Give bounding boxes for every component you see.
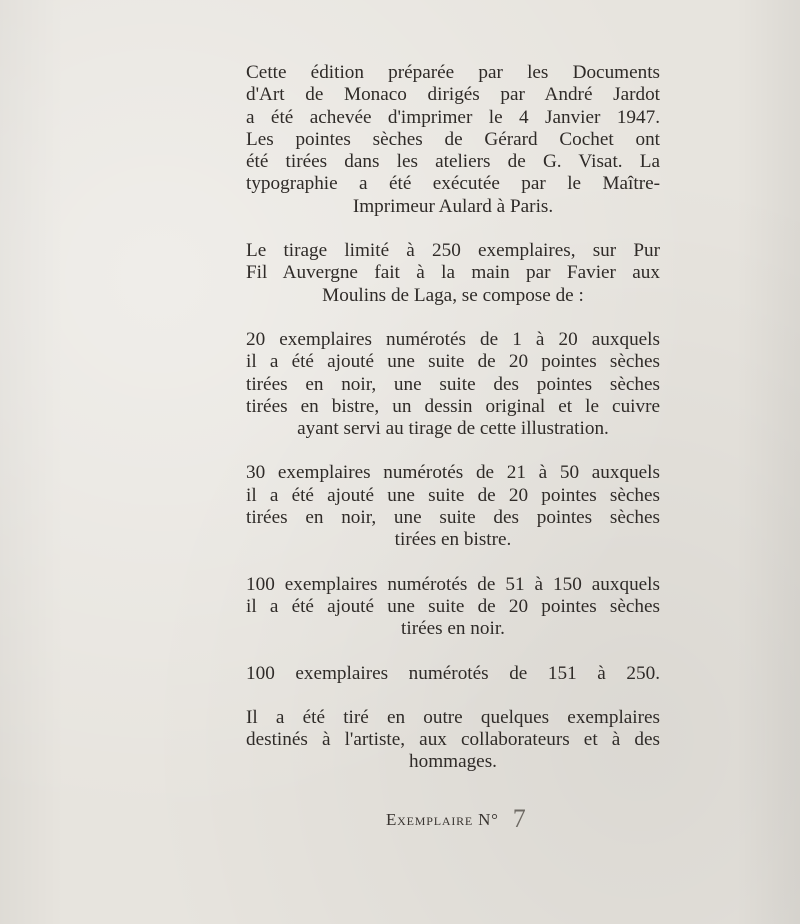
text-line: 20 exemplaires numérotés de 1 à 20 auxquels (246, 328, 660, 350)
colophon (246, 62, 660, 796)
text-line: tirées en noir. (401, 618, 505, 640)
paragraph-tirage (246, 240, 660, 307)
exemplaire-number (386, 804, 527, 833)
text-line: Les pointes sèches de Gérard Cochet ont (246, 128, 660, 150)
exemplaire-label: Exemplaire N° (386, 810, 499, 829)
paragraph-151-250 (246, 663, 660, 685)
exemplaire-value: 7 (512, 804, 527, 833)
text-line: destinés à l'artiste, aux collaborateurs et à des (246, 729, 660, 751)
text-line: tirées en noir, une suite des pointes sèches (246, 507, 660, 529)
text-line: Moulins de Laga, se compose de : (322, 284, 584, 306)
paragraph-hommages (246, 707, 660, 774)
paragraph-30-exemplaires (246, 462, 660, 551)
text-line: il a été ajouté une suite de 20 pointes sèches (246, 484, 660, 506)
text-line: tirées en bistre, un dessin original et le cuivre (246, 395, 660, 417)
text-line: été tirées dans les ateliers de G. Visat. La (246, 151, 660, 173)
text-line: hommages. (409, 751, 497, 773)
text-line: ayant servi au tirage de cette illustration. (297, 418, 609, 440)
text-line: 30 exemplaires numérotés de 21 à 50 auxquels (246, 462, 660, 484)
text-line: il a été ajouté une suite de 20 pointes sèches (246, 595, 660, 617)
text-line: Imprimeur Aulard à Paris. (352, 195, 554, 217)
paragraph-edition (246, 62, 660, 218)
text-line: Fil Auvergne fait à la main par Favier aux (246, 262, 660, 284)
text-line: Cette édition préparée par les Documents (246, 62, 660, 83)
text-line: il a été ajouté une suite de 20 pointes sèches (246, 351, 660, 373)
text-line: 100 exemplaires numérotés de 51 à 150 auxquels (246, 573, 660, 595)
text-line: a été achevée d'imprimer le 4 Janvier 1947. (246, 106, 660, 128)
text-line: d'Art de Monaco dirigés par André Jardot (246, 84, 660, 106)
text-line: 100 exemplaires numérotés de 151 à 250. (246, 662, 660, 684)
text-line: typographie a été exécutée par le Maître- (246, 173, 660, 195)
paragraph-20-exemplaires (246, 329, 660, 440)
text-line: Le tirage limité à 250 exemplaires, sur Pur (246, 240, 660, 262)
text-line: tirées en noir, une suite des pointes sèches (246, 373, 660, 395)
paragraph-100-exemplaires (246, 574, 660, 641)
text-line: Il a été tiré en outre quelques exemplaires (246, 706, 660, 728)
text-line: tirées en bistre. (394, 529, 512, 551)
